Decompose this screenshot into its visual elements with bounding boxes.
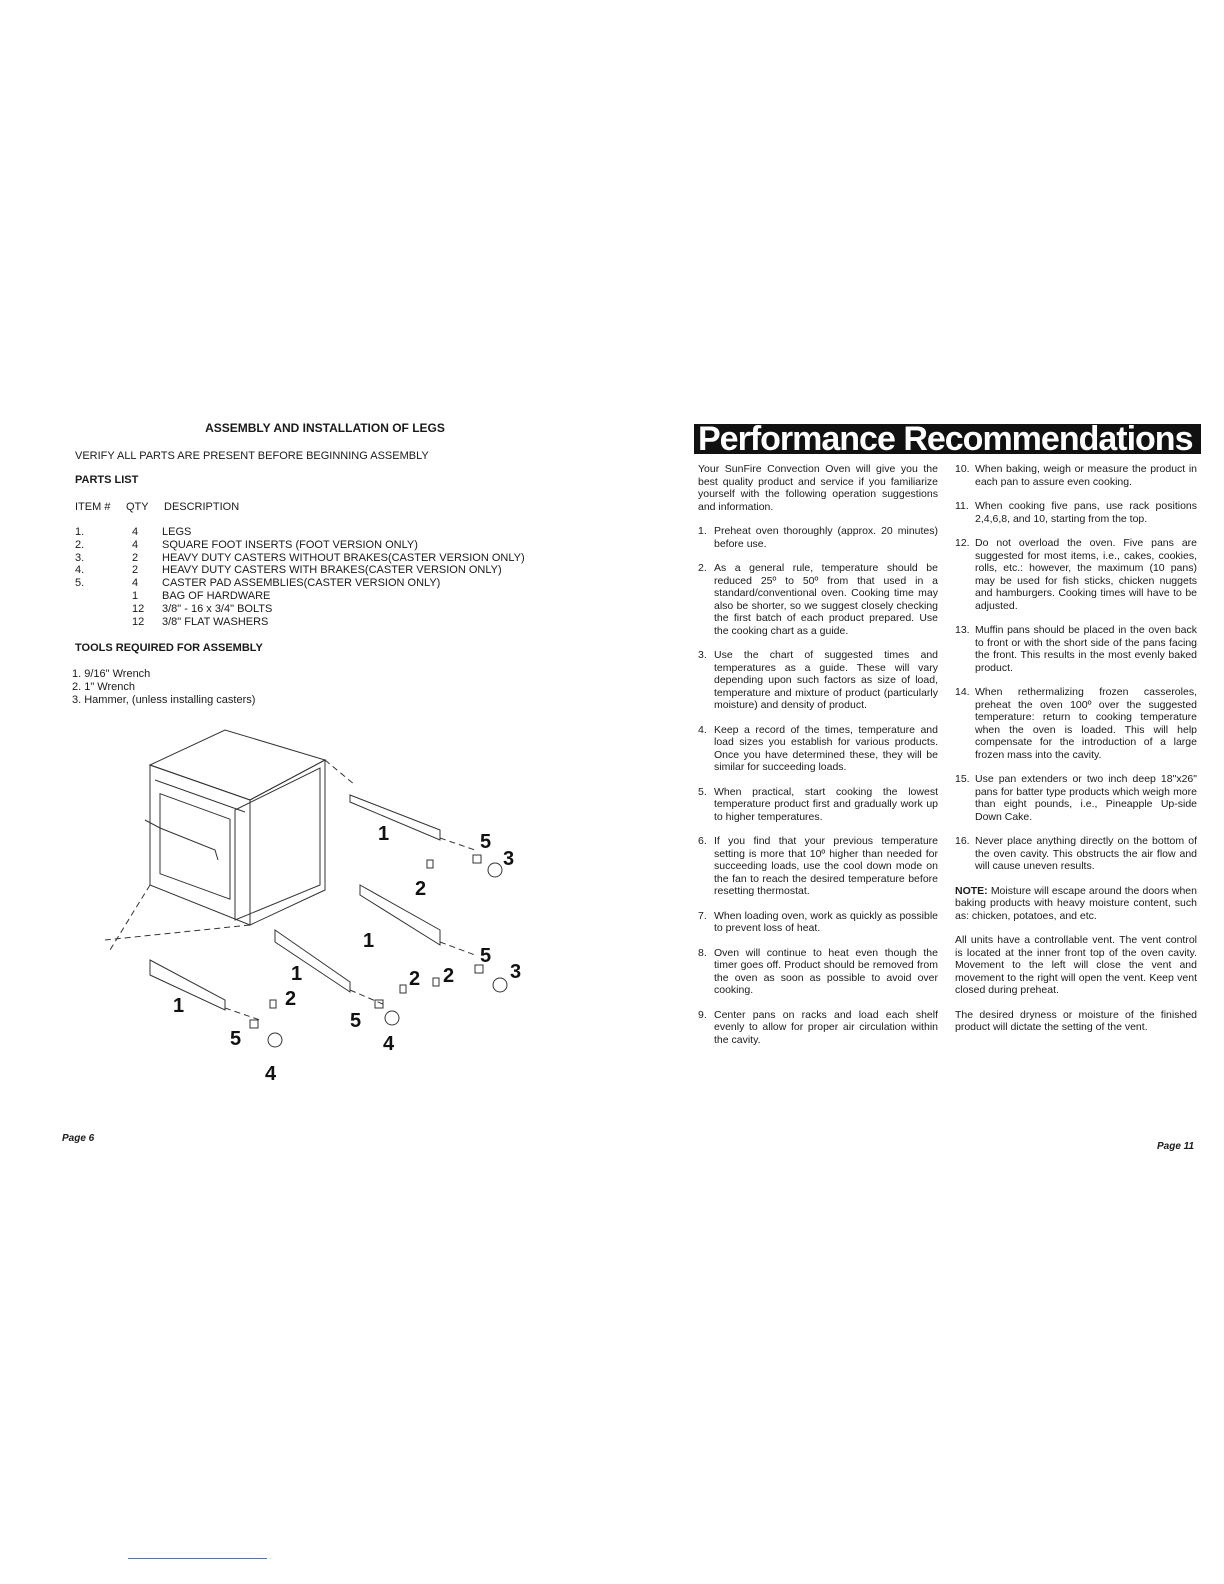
leg-back-right (350, 795, 440, 840)
tool-item: 2. 1" Wrench (72, 681, 136, 693)
recommendation-number: 8. (698, 946, 707, 959)
recommendation-number: 16. (955, 835, 970, 847)
recommendation-number: 7. (698, 909, 707, 922)
caster-wheel (385, 1011, 399, 1025)
leg-assembly-diagram (95, 720, 545, 1090)
parts-cell-item: 4. (75, 564, 85, 577)
parts-cell-qty: 2 (132, 551, 139, 564)
recommendation-text: If you find that your previous temperature setting is more that 10º higher than needed for succeeding loads, use the cool down mode on the fan to reach the desired temperature before resetting thermostat. (714, 835, 938, 897)
recommendation-item (955, 624, 1197, 674)
recommendation-text: Do not overload the oven. Five pans are suggested for most items, i.e., cakes, cookies, rolls, etc.: however, the maximum (10 pans) may be used for fish sticks, chicken nuggets and hamburgers. Cooking times will have to be adjusted. (975, 537, 1197, 612)
diagram-label: 5 (230, 1028, 242, 1050)
recommendation-number: 4. (698, 723, 707, 736)
recommendation-number: 3. (698, 649, 707, 661)
recommendations-list-left (698, 525, 938, 1046)
diagram-label: 5 (480, 831, 492, 853)
recommendation-item (698, 562, 938, 637)
note-text: Moisture will escape around the doors when baking products with heavy moisture content, such as: chicken, potatoes, and etc. (955, 884, 1197, 922)
diagram-label: 2 (409, 968, 421, 990)
parts-cell-desc: 3/8" FLAT WASHERS (162, 615, 269, 628)
diagram-label: 4 (383, 1033, 395, 1055)
recommendation-text: When rethermalizing frozen casseroles, preheat the oven 100º over the suggested temperature: return to cooking temperature when the oven is loaded. This will help compensate for the introduction of a large frozen mass into the cavity. (975, 686, 1197, 761)
vent-paragraph: All units have a controllable vent. The vent control is located at the inner front top of the oven cavity. Movement to the left will close the vent and movement to the right will open the vent. Keep vent closed during preheat. (955, 934, 1197, 996)
recommendations-list-right (955, 463, 1197, 873)
oven-side-outline (250, 760, 325, 925)
leg-front-center (275, 930, 350, 992)
foot-insert (400, 985, 406, 993)
recommendation-item (698, 835, 938, 898)
parts-cell-desc: BAG OF HARDWARE (162, 590, 271, 602)
recommendation-text: When loading oven, work as quickly as possible to prevent loss of heat. (714, 909, 938, 934)
parts-cell-item: 1. (75, 526, 85, 538)
recommendation-number: 11. (955, 500, 969, 512)
diagram-label: 3 (503, 848, 515, 870)
tools-list (72, 668, 255, 707)
recommendation-item (955, 463, 1197, 488)
parts-cell-qty: 4 (132, 577, 139, 590)
footer-rule (128, 1558, 267, 1559)
caster-wheel (493, 978, 507, 992)
recommendation-item (698, 525, 938, 550)
caster-wheel (488, 863, 502, 877)
recommendation-text: As a general rule, temperature should be reduced 25º to 50º from that used in a standard/conventional oven. Cooking time may also be shorter, so we suggest closely checking the first batch of each product prepared. Use the cooking chart as a guide. (714, 562, 938, 637)
recommendation-number: 1. (698, 525, 707, 537)
tool-item: 1. 9/16" Wrench (72, 668, 151, 680)
diagram-label: 3 (510, 961, 522, 983)
oven-door-handle (145, 820, 218, 860)
recommendation-text: Center pans on racks and load each shelf evenly to allow for proper air circulation within the cavity. (714, 1008, 938, 1046)
intro-paragraph: Your SunFire Convection Oven will give you the best quality product and service if you familiarize yourself with the following operation suggestions and information. (698, 463, 938, 513)
diagram-label: 5 (350, 1010, 362, 1032)
recommendation-number: 15. (955, 773, 970, 785)
recommendation-text: Muffin pans should be placed in the oven back to front or with the short side of the pans facing the front. This results in the most evenly baked product. (975, 624, 1197, 674)
recommendation-number: 9. (698, 1008, 707, 1021)
oven-side-frame (235, 768, 320, 920)
diagram-label: 1 (173, 995, 185, 1017)
performance-banner: Performance Recommendations (694, 424, 1201, 454)
oven-top-outline (150, 730, 325, 800)
parts-cell-desc: LEGS (162, 526, 192, 538)
recommendation-item (955, 686, 1197, 761)
parts-cell-qty: 4 (132, 526, 139, 538)
recommendation-item (698, 1009, 938, 1047)
recommendation-item (955, 537, 1197, 612)
parts-cell-desc: 3/8" - 16 x 3/4" BOLTS (162, 602, 273, 615)
recommendation-number: 14. (955, 686, 970, 698)
diagram-label: 1 (291, 963, 303, 985)
recommendation-item (698, 724, 938, 774)
parts-cell-item: 2. (75, 538, 85, 551)
col-desc-header: DESCRIPTION (164, 501, 240, 513)
recommendation-number: 6. (698, 835, 707, 847)
diagram-label: 2 (415, 878, 427, 900)
parts-cell-desc: CASTER PAD ASSEMBLIES(CASTER VERSION ONLY) (162, 577, 441, 590)
foot-insert (427, 860, 433, 868)
caster-pad (250, 1020, 258, 1028)
diagram-label: 1 (363, 930, 375, 952)
parts-cell-qty: 4 (132, 538, 139, 551)
caster-pad (473, 855, 481, 863)
right-column-left (698, 463, 938, 1058)
right-page-number: Page 11 (1157, 1141, 1195, 1152)
parts-cell-desc: SQUARE FOOT INSERTS (FOOT VERSION ONLY) (162, 538, 418, 551)
recommendation-item (698, 947, 938, 997)
recommendation-text: When cooking five pans, use rack positions 2,4,6,8, and 10, starting from the top. (975, 500, 1197, 525)
recommendation-text: When practical, start cooking the lowest temperature product first and gradually work up to higher temperatures. (714, 785, 938, 823)
recommendation-number: 13. (955, 624, 970, 636)
recommendation-item (698, 649, 938, 712)
tool-item: 3. Hammer, (unless installing casters) (72, 694, 256, 706)
foot-insert (433, 978, 439, 986)
dryness-paragraph: The desired dryness or moisture of the finished product will dictate the setting of the vent. (955, 1008, 1197, 1033)
recommendation-number: 10. (955, 463, 970, 475)
leg-front-left (150, 960, 225, 1010)
col-item-header: ITEM # (75, 501, 111, 513)
recommendation-text: When baking, weigh or measure the product in each pan to assure even cooking. (975, 463, 1197, 488)
recommendation-item (698, 910, 938, 935)
note-label: NOTE: (955, 884, 988, 897)
verify-instruction: VERIFY ALL PARTS ARE PRESENT BEFORE BEGINNING ASSEMBLY (75, 450, 429, 462)
parts-cell-desc: HEAVY DUTY CASTERS WITH BRAKES(CASTER VERSION ONLY) (162, 564, 502, 577)
recommendation-text: Oven will continue to heat even though the timer goes off. Product should be removed from the oven as soon as possible to avoid over cooking. (714, 946, 938, 996)
recommendation-text: Preheat oven thoroughly (approx. 20 minutes) before use. (714, 525, 938, 550)
parts-cell-qty: 12 (132, 615, 145, 628)
parts-cell-item: 5. (75, 577, 85, 590)
diagram-label: 2 (285, 988, 297, 1010)
recommendation-item (955, 835, 1197, 873)
recommendation-text: Use pan extenders or two inch deep 18"x26" pans for batter type products which weigh more than eight pounds, i.e., Pineapple Up-side Down Cake. (975, 773, 1197, 823)
caster-wheel (268, 1033, 282, 1047)
col-qty-header: QTY (126, 501, 149, 513)
parts-cell-desc: HEAVY DUTY CASTERS WITHOUT BRAKES(CASTER VERSION ONLY) (162, 551, 525, 564)
parts-cell-item: 3. (75, 551, 85, 564)
recommendation-text: Never place anything directly on the bottom of the oven cavity. This obstructs the air flow and will cause uneven results. (975, 835, 1197, 872)
tools-heading: TOOLS REQUIRED FOR ASSEMBLY (75, 642, 263, 654)
recommendation-item (955, 773, 1197, 823)
diagram-label: 5 (480, 945, 492, 967)
right-column-right (955, 463, 1197, 1046)
recommendation-item (955, 500, 1197, 525)
diagram-label: 1 (378, 823, 390, 845)
left-page-number: Page 6 (62, 1133, 95, 1144)
parts-cell-qty: 12 (132, 602, 145, 615)
recommendation-text: Keep a record of the times, temperature and load sizes you establish for various products. Once you have determined these, they will be similar for succeeding loads. (714, 723, 938, 773)
recommendation-item (698, 786, 938, 824)
diagram-label: 4 (265, 1063, 277, 1085)
oven-door-window (160, 794, 230, 899)
parts-cell-qty: 1 (132, 590, 139, 602)
parts-cell-qty: 2 (132, 564, 139, 577)
recommendation-text: Use the chart of suggested times and temperatures as a guide. These will vary depending upon such factors as size of load, temperature and mixture of product (particularly moisture) and density of product. (714, 649, 938, 711)
foot-insert (270, 1000, 276, 1008)
note-paragraph (955, 885, 1197, 923)
recommendation-number: 12. (955, 537, 970, 549)
parts-list-heading: PARTS LIST (75, 474, 139, 486)
recommendation-number: 2. (698, 562, 707, 574)
diagram-label: 2 (443, 965, 455, 987)
recommendation-number: 5. (698, 785, 707, 798)
left-page-title: ASSEMBLY AND INSTALLATION OF LEGS (205, 421, 445, 435)
